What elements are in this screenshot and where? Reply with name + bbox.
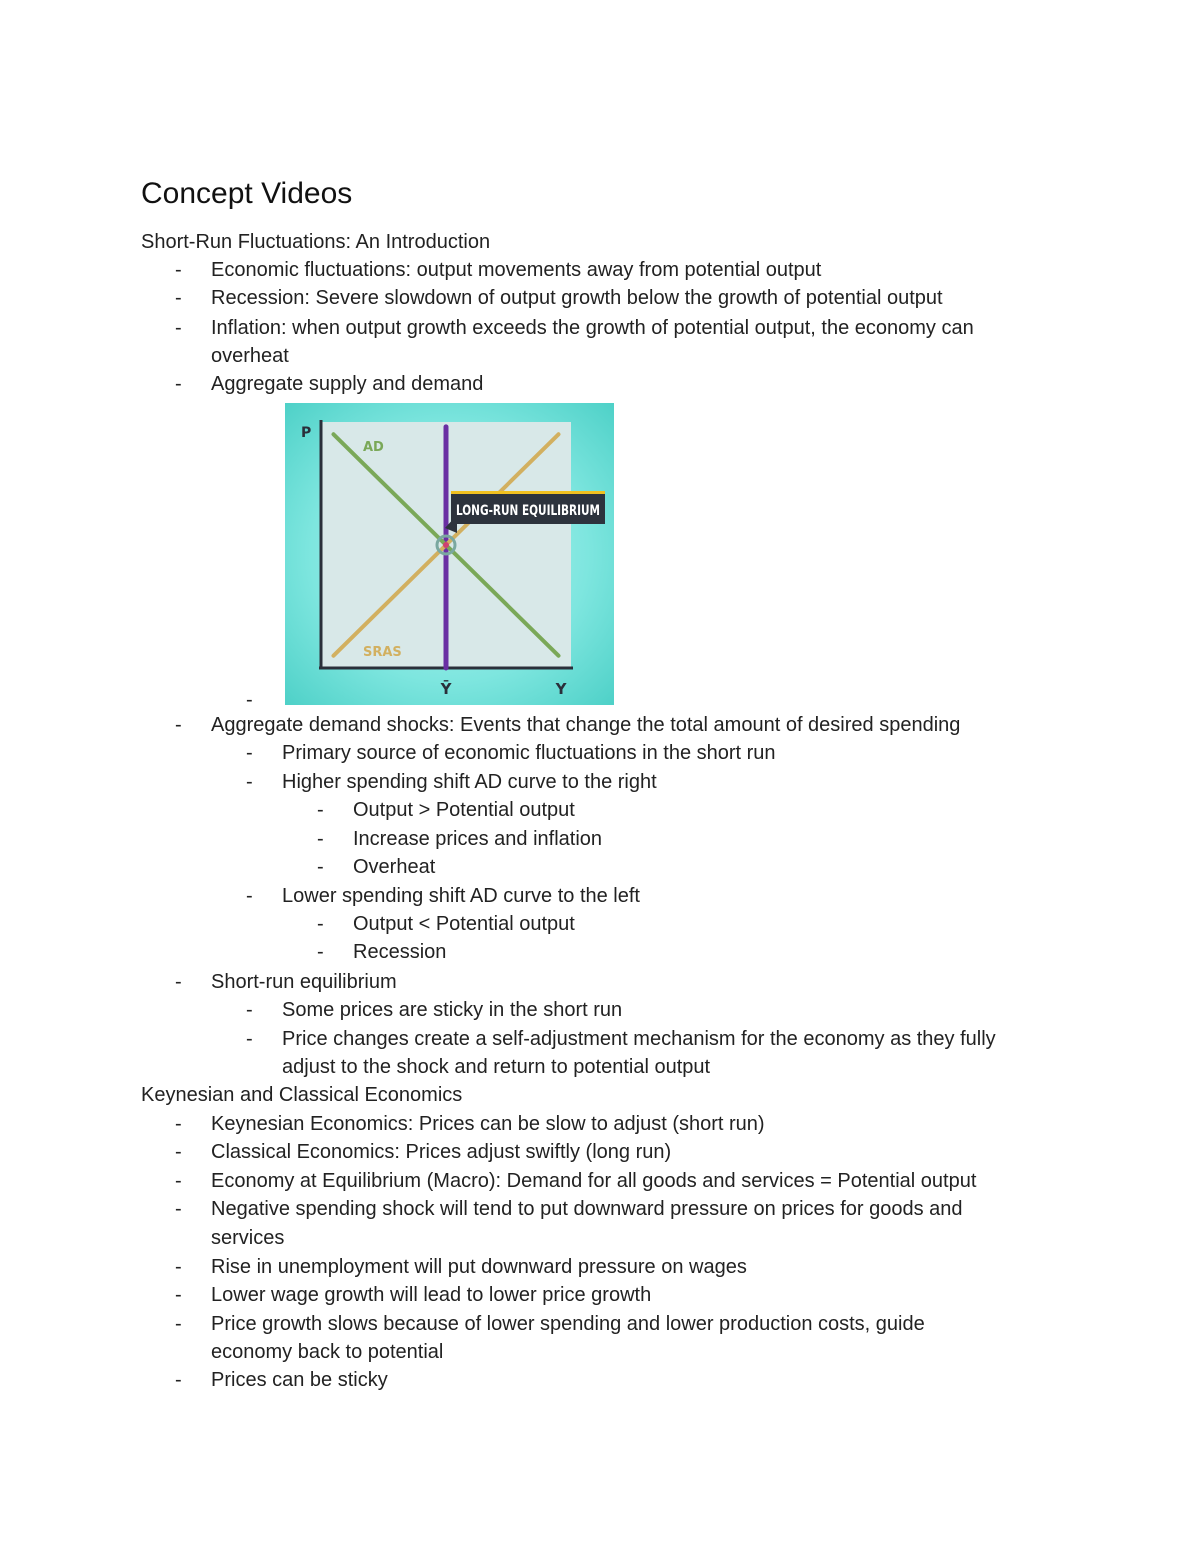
bullet-dash: - [175, 1113, 182, 1135]
section-heading-short-run: Short-Run Fluctuations: An Introduction [141, 231, 491, 253]
bullet-dash: - [317, 799, 324, 821]
bullet-dash: - [175, 1284, 182, 1306]
list-item: Rise in unemployment will put downward pressure on wages [211, 1256, 747, 1278]
bullet-dash: - [246, 885, 253, 907]
bullet-dash: - [246, 1028, 253, 1050]
bullet-dash: - [175, 317, 182, 339]
list-item: Higher spending shift AD curve to the right [282, 771, 657, 793]
list-item: Price growth slows because of lower spending and lower production costs, guide [211, 1313, 925, 1335]
list-item: Classical Economics: Prices adjust swiftly (long run) [211, 1141, 672, 1163]
list-item: Some prices are sticky in the short run [282, 999, 623, 1021]
list-item: Price changes create a self-adjustment mechanism for the economy as they fully [282, 1028, 996, 1050]
list-item-continued: economy back to potential [211, 1341, 444, 1363]
list-item: Aggregate demand shocks: Events that change the total amount of desired spending [211, 714, 961, 736]
bullet-dash: - [175, 259, 182, 281]
list-item: Inflation: when output growth exceeds the growth of potential output, the economy can [211, 317, 974, 339]
bullet-dash: - [175, 1141, 182, 1163]
bullet-dash: - [175, 1198, 182, 1220]
x-axis-label: Y [555, 680, 567, 698]
list-item: Primary source of economic fluctuations in the short run [282, 742, 776, 764]
bullet-dash: - [175, 287, 182, 309]
callout-accent [451, 491, 605, 494]
ad-label: AD [363, 440, 384, 455]
bullet-dash: - [175, 373, 182, 395]
list-item: Overheat [353, 856, 436, 878]
callout-label: LONG-RUN EQUILIBRIUM [456, 503, 600, 519]
bullet-dash: - [317, 856, 324, 878]
bullet-dash: - [175, 1256, 182, 1278]
list-item: Keynesian Economics: Prices can be slow to adjust (short run) [211, 1113, 765, 1135]
list-item: Economy at Equilibrium (Macro): Demand for all goods and services = Potential output [211, 1170, 977, 1192]
equilibrium-point [443, 542, 449, 548]
list-item: Aggregate supply and demand [211, 373, 484, 395]
list-item: Negative spending shock will tend to put downward pressure on prices for goods and [211, 1198, 963, 1220]
bullet-dash: - [175, 971, 182, 993]
bullet-dash: - [175, 1170, 182, 1192]
bullet-dash: - [246, 742, 253, 764]
list-item-continued: services [211, 1227, 285, 1249]
list-item-continued: overheat [211, 345, 289, 367]
sras-label: SRAS [363, 645, 402, 660]
potential-output-label: Ȳ [440, 680, 452, 698]
list-item: Lower wage growth will lead to lower price growth [211, 1284, 652, 1306]
bullet-dash: - [175, 1369, 182, 1391]
list-item: Short-run equilibrium [211, 971, 397, 993]
list-item: Lower spending shift AD curve to the left [282, 885, 640, 907]
bullet-dash: - [317, 913, 324, 935]
bullet-dash: - [246, 771, 253, 793]
list-item: Output > Potential output [353, 799, 575, 821]
list-item: Increase prices and inflation [353, 828, 603, 850]
list-item: Economic fluctuations: output movements away from potential output [211, 259, 822, 281]
bullet-dash: - [317, 828, 324, 850]
list-item: Recession: Severe slowdown of output growth below the growth of potential output [211, 287, 943, 309]
bullet-dash: - [175, 1313, 182, 1335]
page-title: Concept Videos [141, 177, 353, 210]
section-heading-keynesian-classical: Keynesian and Classical Economics [141, 1084, 463, 1106]
bullet-dash: - [246, 689, 253, 711]
list-item-continued: adjust to the shock and return to potential output [282, 1056, 711, 1078]
list-item: Recession [353, 941, 447, 963]
bullet-dash: - [246, 999, 253, 1021]
bullet-dash: - [175, 714, 182, 736]
ad-as-chart [285, 403, 614, 705]
list-item: Output < Potential output [353, 913, 575, 935]
bullet-dash: - [317, 941, 324, 963]
y-axis-label: P [301, 425, 312, 441]
list-item: Prices can be sticky [211, 1369, 388, 1391]
